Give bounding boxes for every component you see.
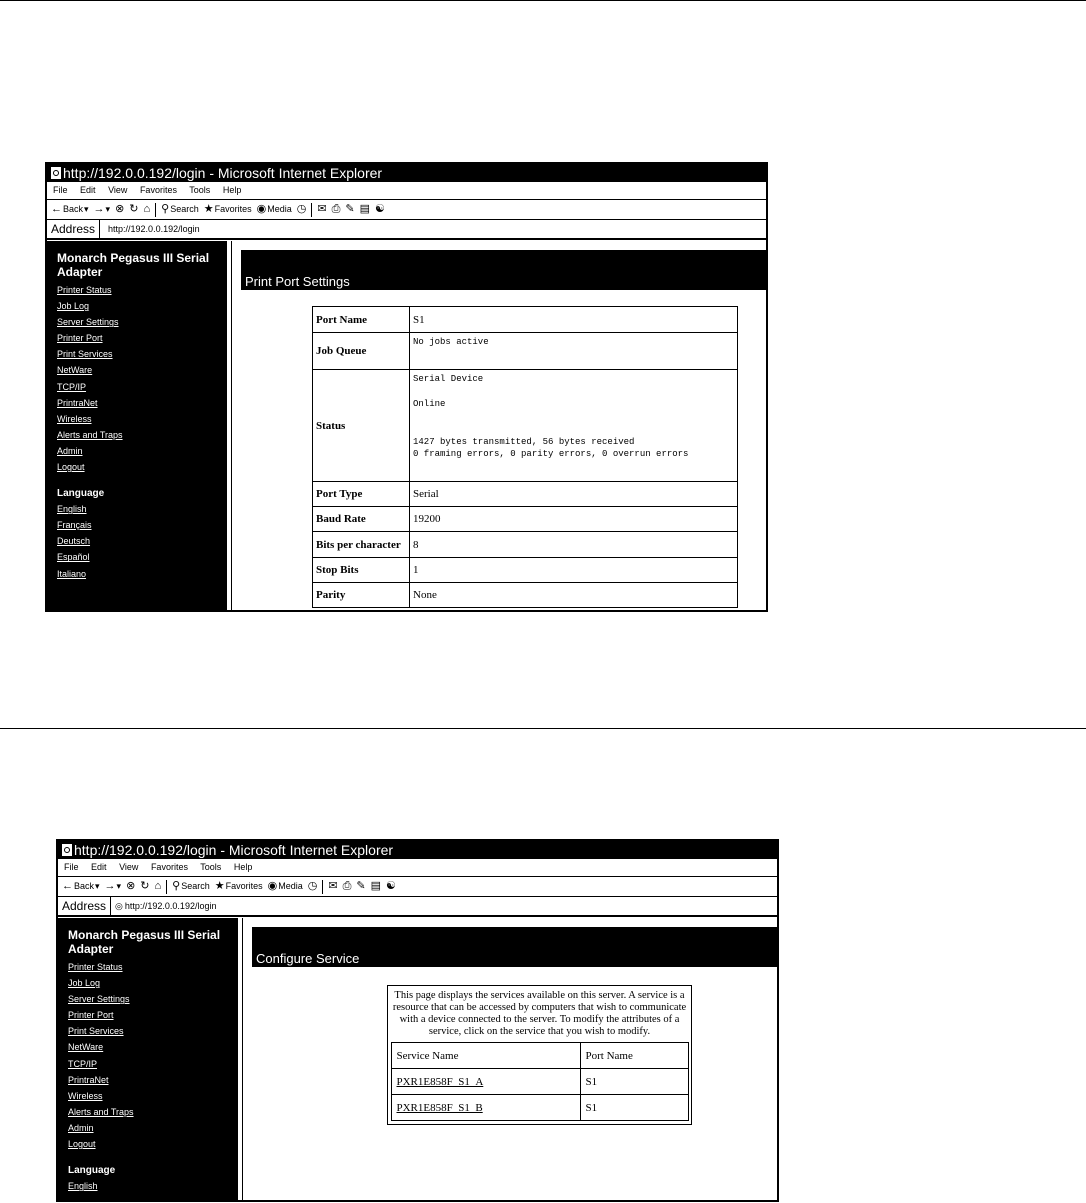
sidebar-item-logout[interactable]: Logout xyxy=(68,1139,96,1150)
menu-help[interactable]: Help xyxy=(222,185,242,195)
sidebar xyxy=(58,918,238,1200)
history-icon[interactable]: ◷ xyxy=(307,880,318,892)
print-icon[interactable]: ⎙ xyxy=(342,880,352,892)
services-intro-text: This page displays the services available on this server. A service is a resource that can be accessed by computers that wish to communicate with a device connected to the server. To modify the attributes of a service, click on the service that you wish to modify. xyxy=(392,990,687,1037)
favorites-icon: ★ xyxy=(203,203,214,215)
sidebar-item-alerts-and-traps[interactable]: Alerts and Traps xyxy=(68,1106,134,1117)
row-value: S1 xyxy=(410,307,738,333)
refresh-icon[interactable]: ↻ xyxy=(129,203,139,215)
row-value: 1 xyxy=(410,558,738,583)
table-row xyxy=(313,307,738,333)
toolbar-separator xyxy=(311,203,312,217)
menu-view[interactable]: View xyxy=(108,185,128,195)
row-value: None xyxy=(410,583,738,608)
table-header-row xyxy=(391,1043,688,1069)
language-link-italiano[interactable]: Italiano xyxy=(57,568,87,579)
menu-tools[interactable]: Tools xyxy=(189,185,211,195)
language-link-english[interactable]: English xyxy=(57,504,87,515)
refresh-icon[interactable]: ↻ xyxy=(140,880,150,892)
sidebar-item-printranet[interactable]: PrintraNet xyxy=(57,397,98,408)
edit-icon[interactable]: ✎ xyxy=(356,880,366,892)
port-name-cell: S1 xyxy=(580,1095,688,1121)
row-label: Port Name xyxy=(313,307,410,333)
title-bar xyxy=(58,841,777,859)
sidebar-item-printer-port[interactable]: Printer Port xyxy=(68,1010,114,1021)
page-title-banner xyxy=(252,927,777,967)
menu-bar xyxy=(47,182,766,200)
services-panel xyxy=(387,985,692,1125)
language-heading: Language xyxy=(57,488,105,500)
menu-tools[interactable]: Tools xyxy=(200,862,222,872)
sidebar-item-server-settings[interactable]: Server Settings xyxy=(57,317,119,328)
sidebar-item-tcpip[interactable]: TCP/IP xyxy=(57,381,87,392)
sidebar xyxy=(47,241,227,610)
print-port-settings-table xyxy=(312,306,738,608)
table-row xyxy=(313,370,738,482)
sidebar-item-printranet[interactable]: PrintraNet xyxy=(68,1074,109,1085)
discuss-icon[interactable]: ▤ xyxy=(370,880,382,892)
brand-title: Monarch Pegasus III Serial Adapter xyxy=(68,928,221,956)
services-table xyxy=(391,1042,689,1121)
home-icon[interactable]: ⌂ xyxy=(143,203,151,215)
sidebar-item-job-log[interactable]: Job Log xyxy=(57,301,90,312)
toolbar-separator xyxy=(322,880,323,894)
row-value: Serial Device Online 1427 bytes transmitted, 56 bytes received 0 framing errors, 0 parity errors, 0 overrun errors xyxy=(410,370,738,482)
search-icon: ⚲ xyxy=(172,880,181,892)
browser-window-configure-service xyxy=(56,839,779,1202)
back-button[interactable]: ← Back ▾ xyxy=(51,200,89,219)
menu-help[interactable]: Help xyxy=(233,862,253,872)
row-value: No jobs active xyxy=(410,333,738,370)
row-label: Stop Bits xyxy=(313,558,410,583)
page-title: Configure Service xyxy=(256,951,360,966)
home-icon[interactable]: ⌂ xyxy=(154,880,162,892)
back-button[interactable]: ← Back ▾ xyxy=(62,877,100,896)
row-value: 19200 xyxy=(410,507,738,532)
page-title-banner xyxy=(241,250,766,290)
toolbar xyxy=(47,200,766,220)
chevron-down-icon: ▾ xyxy=(105,204,111,214)
menu-edit[interactable]: Edit xyxy=(80,185,96,195)
table-row xyxy=(313,583,738,608)
sidebar-item-printer-status[interactable]: Printer Status xyxy=(68,962,123,972)
row-label: Baud Rate xyxy=(313,507,410,532)
menu-view[interactable]: View xyxy=(119,862,139,872)
mail-icon[interactable]: ✉ xyxy=(328,880,338,892)
row-value: 8 xyxy=(410,532,738,558)
forward-arrow-icon: → xyxy=(93,203,105,215)
table-row xyxy=(313,507,738,532)
ie-page-icon: ◎ xyxy=(115,900,123,911)
sidebar-item-netware[interactable]: NetWare xyxy=(57,365,93,376)
language-heading: Language xyxy=(68,1165,116,1177)
language-link-francais[interactable]: Français xyxy=(57,520,92,531)
column-header-service-name: Service Name xyxy=(391,1043,580,1069)
sidebar-item-alerts-and-traps[interactable]: Alerts and Traps xyxy=(57,429,123,440)
sidebar-item-admin[interactable]: Admin xyxy=(57,445,83,456)
stop-icon[interactable]: ⊗ xyxy=(115,203,125,215)
forward-button[interactable] xyxy=(105,877,122,896)
main-frame xyxy=(232,241,766,610)
forward-arrow-icon: → xyxy=(104,880,116,892)
table-row xyxy=(313,482,738,507)
middle-rule xyxy=(0,728,1086,729)
main-frame xyxy=(243,918,777,1200)
favorites-button[interactable]: ★ Favorites xyxy=(204,200,252,219)
toolbar xyxy=(58,877,777,897)
menu-bar xyxy=(58,859,777,877)
media-button[interactable]: ◉ Media xyxy=(268,877,303,896)
page-content xyxy=(58,918,777,1200)
browser-window-print-port-settings xyxy=(45,162,768,612)
toolbar-separator xyxy=(166,880,167,894)
address-label: Address xyxy=(58,897,111,915)
service-link[interactable]: PXR1E858F_S1_A xyxy=(396,1075,484,1088)
port-name-cell: S1 xyxy=(580,1069,688,1095)
back-arrow-icon: ← xyxy=(51,203,62,215)
sidebar-nav xyxy=(68,959,238,1152)
address-input[interactable]: http://192.0.0.192/login xyxy=(108,224,200,234)
menu-file[interactable]: File xyxy=(64,862,79,872)
favorites-button[interactable]: ★ Favorites xyxy=(215,877,263,896)
history-icon[interactable]: ◷ xyxy=(296,203,307,215)
language-link-espanol[interactable]: Español xyxy=(57,552,90,563)
ie-page-icon xyxy=(62,844,72,856)
ie-page-icon xyxy=(51,167,61,179)
row-label: Bits per character xyxy=(313,532,410,558)
address-label: Address xyxy=(47,220,100,238)
sidebar-nav xyxy=(57,282,227,475)
search-icon: ⚲ xyxy=(161,203,170,215)
chevron-down-icon: ▾ xyxy=(116,881,122,891)
row-label: Job Queue xyxy=(313,333,410,370)
chevron-down-icon: ▾ xyxy=(95,881,100,891)
sidebar-item-logout[interactable]: Logout xyxy=(57,462,85,473)
service-name-cell xyxy=(391,1069,580,1095)
window-title: http://192.0.0.192/login - Microsoft Internet Explorer xyxy=(74,842,394,858)
sidebar-item-job-log[interactable]: Job Log xyxy=(68,978,101,989)
back-arrow-icon: ← xyxy=(62,880,73,892)
menu-favorites[interactable]: Favorites xyxy=(139,185,177,195)
language-link-deutsch[interactable]: Deutsch xyxy=(57,536,91,547)
table-row xyxy=(391,1069,688,1095)
window-title: http://192.0.0.192/login - Microsoft Internet Explorer xyxy=(63,165,383,181)
column-header-port-name: Port Name xyxy=(580,1043,688,1069)
sidebar-item-wireless[interactable]: Wireless xyxy=(68,1090,103,1101)
sidebar-item-netware[interactable]: NetWare xyxy=(68,1042,104,1053)
media-button[interactable]: ◉ Media xyxy=(257,200,292,219)
language-link-english[interactable]: English xyxy=(68,1181,98,1192)
favorites-icon: ★ xyxy=(214,880,225,892)
messenger-icon[interactable]: ☯ xyxy=(375,203,385,215)
title-bar xyxy=(47,164,766,182)
edit-icon[interactable]: ✎ xyxy=(345,203,355,215)
language-nav xyxy=(57,501,227,581)
table-row xyxy=(313,558,738,583)
language-nav xyxy=(68,1178,238,1194)
sidebar-item-admin[interactable]: Admin xyxy=(68,1122,94,1133)
toolbar-separator xyxy=(155,203,156,217)
table-row xyxy=(313,333,738,370)
sidebar-item-server-settings[interactable]: Server Settings xyxy=(68,994,130,1005)
address-bar xyxy=(47,220,766,240)
page-title: Print Port Settings xyxy=(245,274,350,289)
address-input[interactable]: http://192.0.0.192/login xyxy=(124,901,217,911)
forward-button[interactable] xyxy=(94,200,111,219)
page-content xyxy=(47,241,766,610)
service-name-cell xyxy=(391,1095,580,1121)
search-button[interactable]: ⚲ Search xyxy=(161,200,199,219)
top-rule xyxy=(0,0,1086,1)
table-row xyxy=(313,532,738,558)
row-label: Parity xyxy=(313,583,410,608)
row-value: Serial xyxy=(410,482,738,507)
row-label: Status xyxy=(313,370,410,482)
menu-favorites[interactable]: Favorites xyxy=(150,862,188,872)
messenger-icon[interactable]: ☯ xyxy=(386,880,396,892)
menu-file[interactable]: File xyxy=(53,185,68,195)
print-icon[interactable]: ⎙ xyxy=(331,203,341,215)
menu-edit[interactable]: Edit xyxy=(91,862,107,872)
address-bar xyxy=(58,897,777,917)
media-icon: ◉ xyxy=(256,203,267,215)
row-label: Port Type xyxy=(313,482,410,507)
mail-icon[interactable]: ✉ xyxy=(317,203,327,215)
sidebar-item-tcpip[interactable]: TCP/IP xyxy=(68,1058,98,1069)
media-icon: ◉ xyxy=(267,880,278,892)
stop-icon[interactable]: ⊗ xyxy=(126,880,136,892)
sidebar-item-print-services[interactable]: Print Services xyxy=(68,1026,124,1037)
brand-title: Monarch Pegasus III Serial Adapter xyxy=(57,251,210,279)
service-link[interactable]: PXR1E858F_S1_B xyxy=(396,1101,483,1114)
search-button[interactable]: ⚲ Search xyxy=(172,877,210,896)
sidebar-item-printer-port[interactable]: Printer Port xyxy=(57,333,103,344)
chevron-down-icon: ▾ xyxy=(84,204,89,214)
discuss-icon[interactable]: ▤ xyxy=(359,203,371,215)
sidebar-item-wireless[interactable]: Wireless xyxy=(57,413,92,424)
sidebar-item-printer-status[interactable]: Printer Status xyxy=(57,285,112,295)
sidebar-item-print-services[interactable]: Print Services xyxy=(57,349,113,360)
table-row xyxy=(391,1095,688,1121)
